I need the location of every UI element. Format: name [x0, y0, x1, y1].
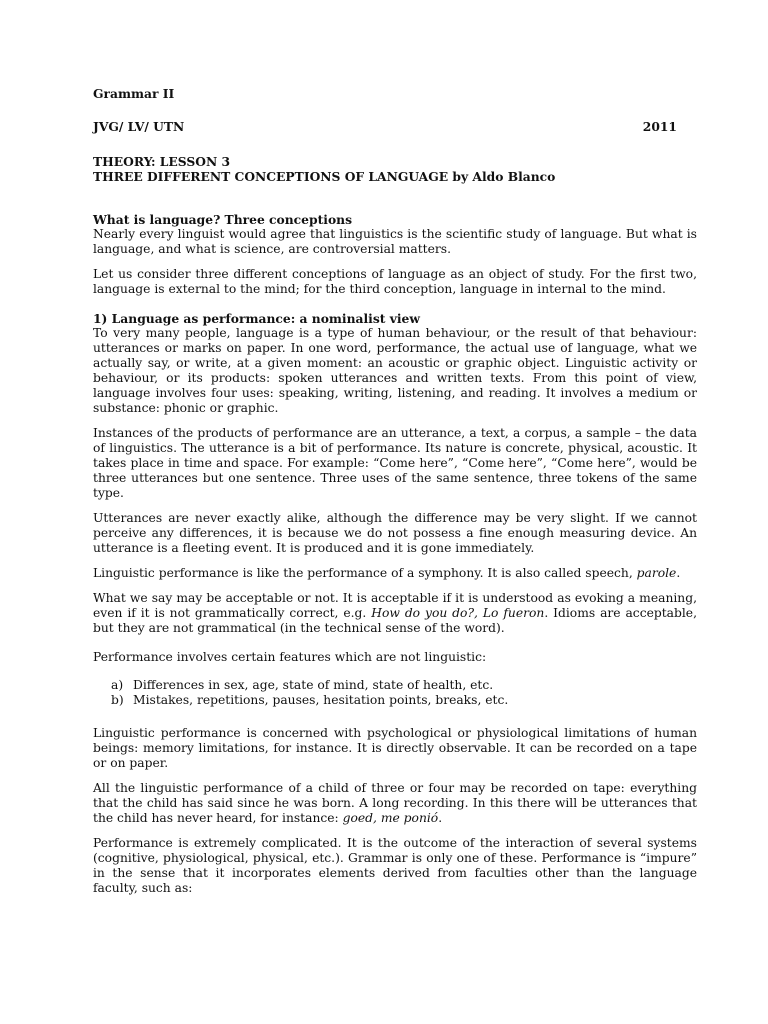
paragraph: Performance is extremely complicated. It is the outcome of the interaction of several systems (cognitive, physiological, physical, etc.). Grammar is only one of these. Performance is “impure” in the sense that it incorporates elements derived from faculties other than the language faculty, such as: [93, 836, 697, 895]
paragraph: Nearly every linguist would agree that linguistics is the scientific study of language. But what is language, and what is science, are controversial matters. [93, 227, 697, 256]
paragraph: Let us consider three different conceptions of language as an object of study. For the first two, language is external to the mind; for the third conception, language in internal to the mind. [93, 267, 697, 296]
authors: JVG/ LV/ UTN [93, 119, 185, 134]
paragraph: Linguistic performance is concerned with psychological or physiological limitations of human beings: memory limitations, for instance. It is directly observable. It can be recorded on a tape or on paper. [93, 726, 697, 770]
course-name: Grammar II [93, 86, 175, 101]
document-title: THREE DIFFERENT CONCEPTIONS OF LANGUAGE by Aldo Blanco [93, 169, 556, 184]
paragraph: Utterances are never exactly alike, although the difference may be very slight. If we cannot perceive any differences, it is because we do not possess a fine enough measuring device. An utterance is a fleeting event. It is produced and it is gone immediately. [93, 511, 697, 555]
document-page [93, 86, 697, 896]
year: 2011 [642, 119, 677, 134]
italic-example: goed, me ponió [342, 811, 439, 825]
paragraph: Instances of the products of performance are an utterance, a text, a corpus, a sample – the data of linguistics. The utterance is a bit of performance. Its nature is concrete, physical, acoustic. It takes place in time and space. For example: “Come here”, “Come here”, “Come here”, would be three utterances but one sentence. Three uses of the same sentence, three tokens of the same type. [93, 426, 697, 500]
paragraph: Performance involves certain features which are not linguistic: [93, 650, 487, 664]
list-item: a) Differences in sex, age, state of mind, state of health, etc. [111, 678, 494, 692]
paragraph: Linguistic performance is like the performance of a symphony. It is also called speech, parole. [93, 566, 681, 580]
italic-example: How do you do?, Lo fueron [371, 606, 545, 620]
section-heading-conceptions: What is language? Three conceptions [93, 212, 353, 227]
author-row [93, 119, 697, 134]
feature-list [93, 678, 697, 708]
paragraph: To very many people, language is a type of human behaviour, or the result of that behaviour: utterances or marks on paper. In one word, performance, the actual use of language, what we actually say, or write, at a given moment: an acoustic or graphic object. Linguistic activity or behaviour, or its products: spoken utterances and written texts. From this point of view, language involves four uses: speaking, writing, listening, and reading. It involves a medium or substance: phonic or graphic. [93, 326, 697, 415]
paragraph: What we say may be acceptable or not. It is acceptable if it is understood as evoking a meaning, even if it is not grammatically correct, e.g. How do you do?, Lo fueron. Idioms are acceptable, but they are not grammatical (in the technical sense of the word). [93, 591, 697, 635]
paragraph: All the linguistic performance of a child of three or four may be recorded on tape: everything that the child has said since he was born. A long recording. In this there will be utterances that the child has never heard, for instance: goed, me ponió. [93, 781, 697, 825]
italic-term: parole [636, 566, 677, 580]
section-heading-performance: 1) Language as performance: a nominalist view [93, 311, 420, 326]
lesson-label: THEORY: LESSON 3 [93, 154, 231, 169]
list-item: b) Mistakes, repetitions, pauses, hesitation points, breaks, etc. [111, 693, 509, 707]
